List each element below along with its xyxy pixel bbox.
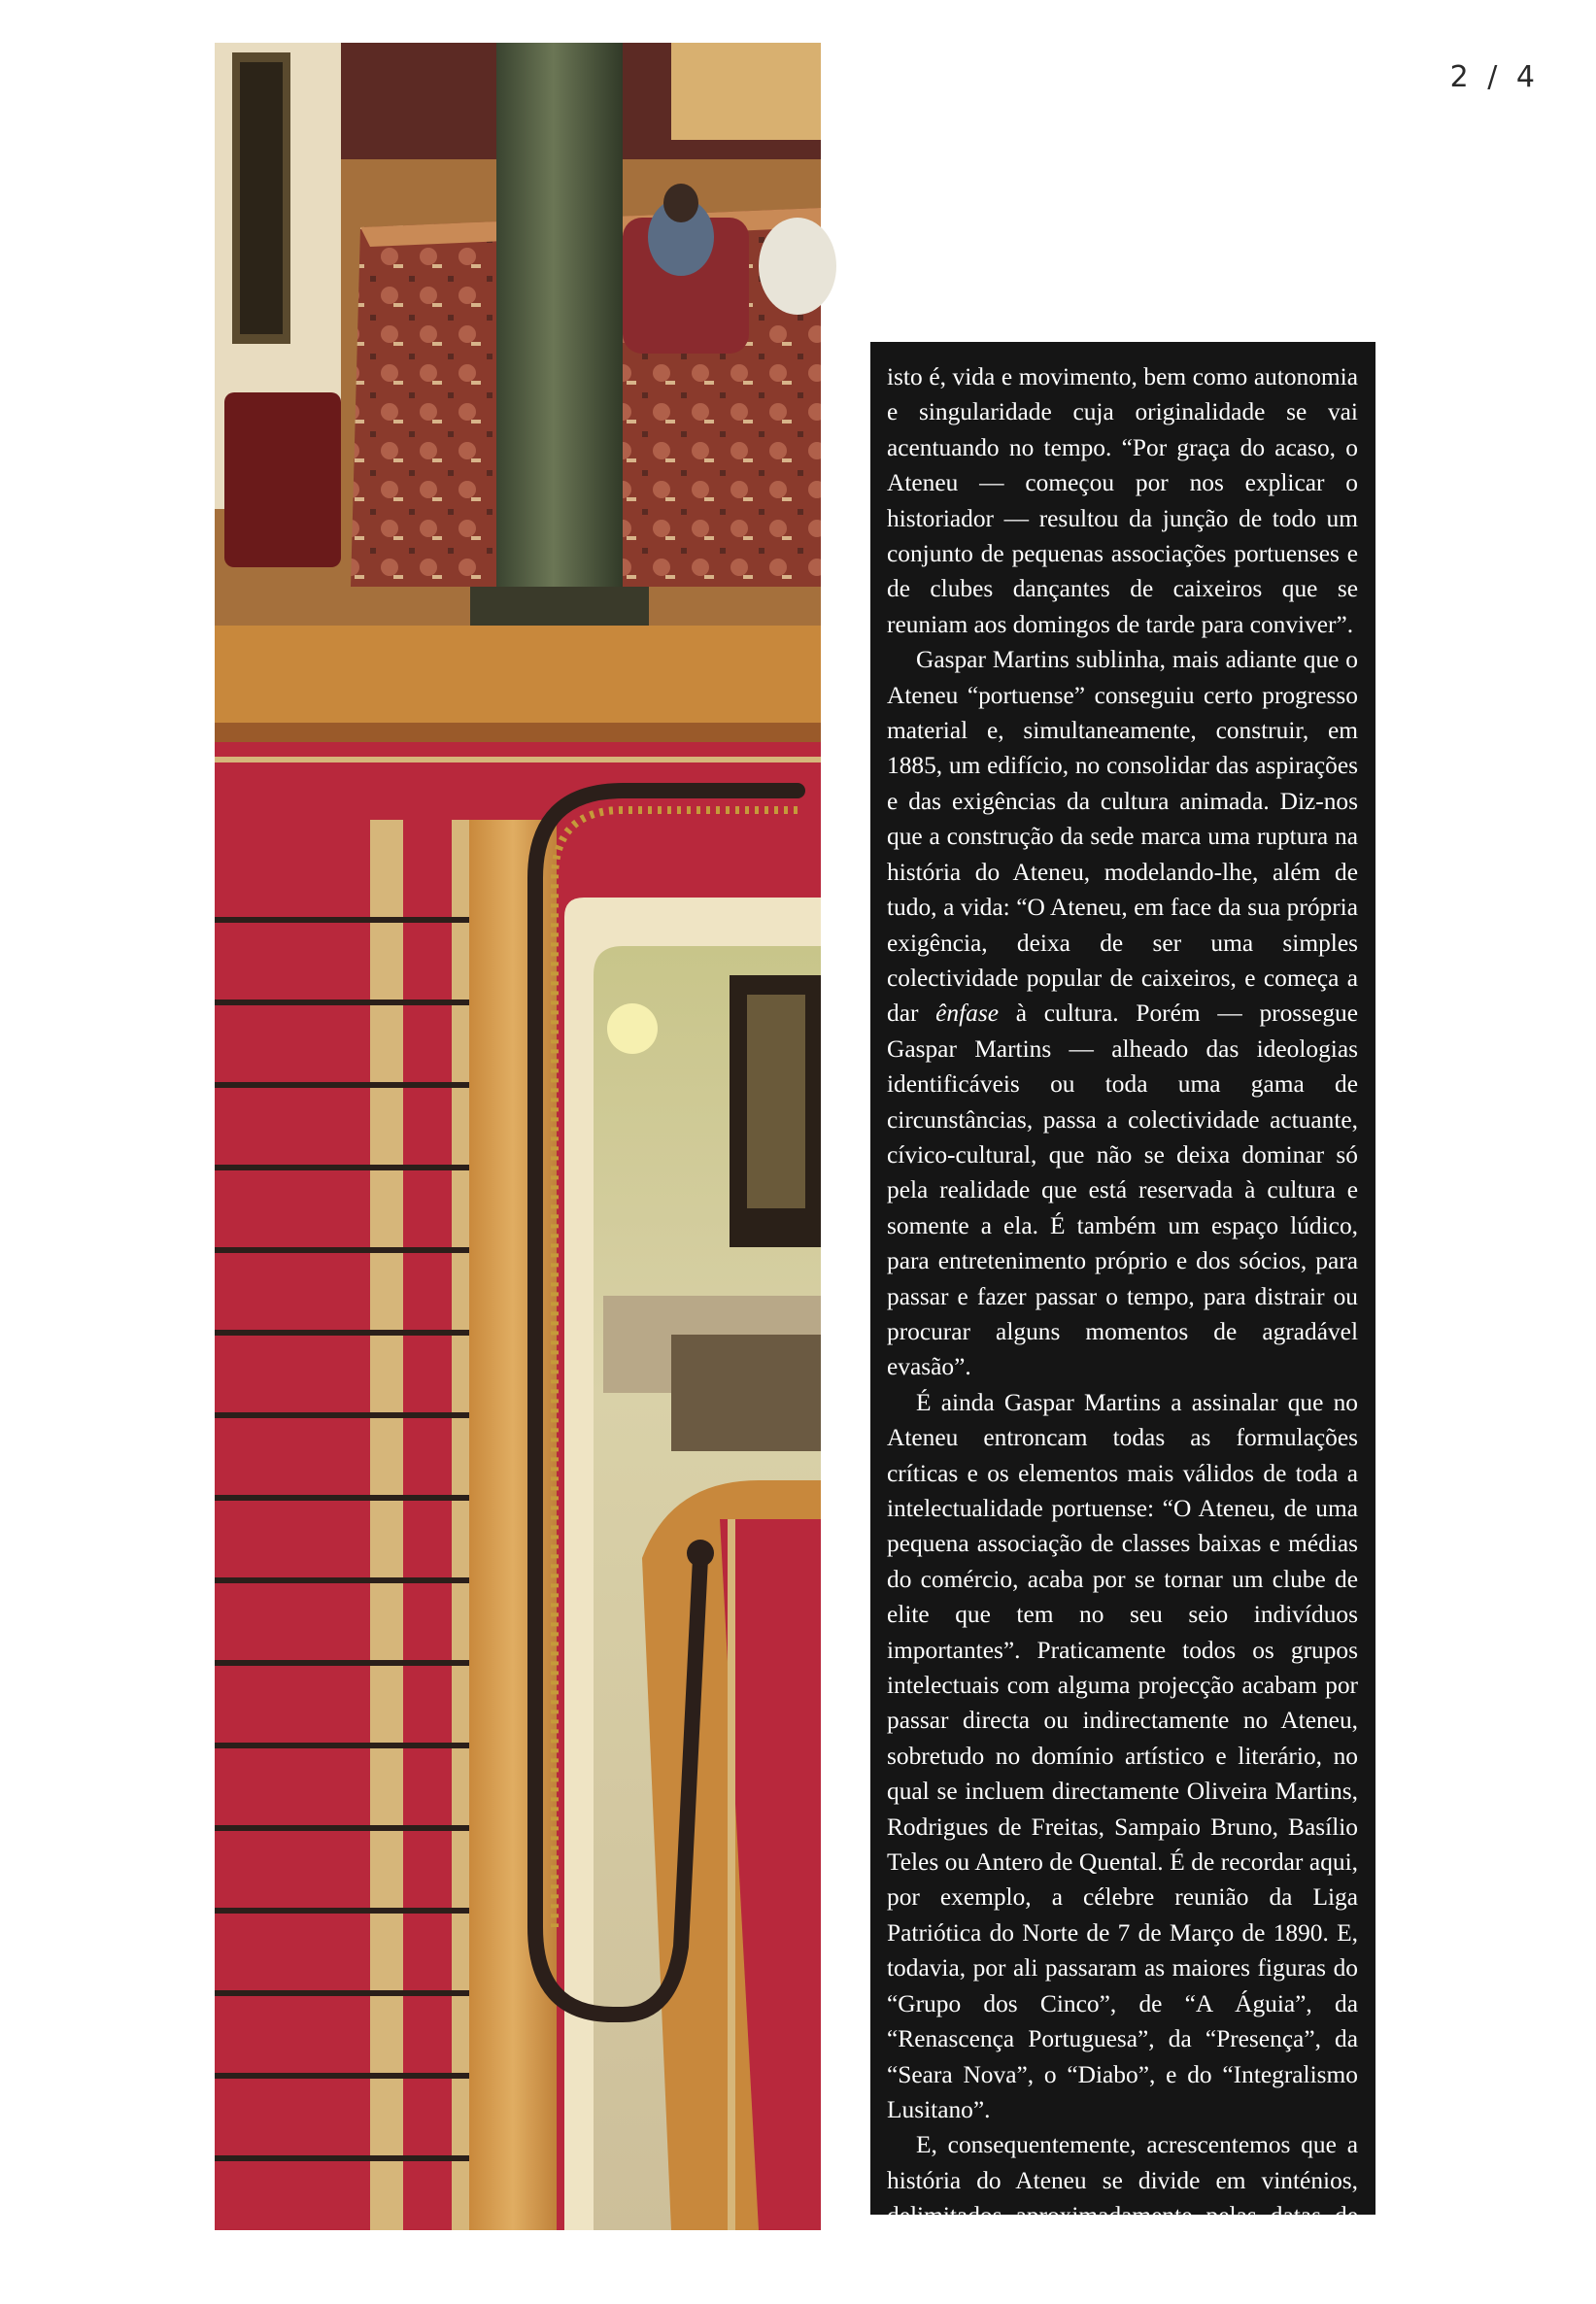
paragraph-2-after: à cultura. Porém — prossegue Gaspar Martins — alheado das ideologias identificáveis ou toda uma gama de circunstâncias, passa a colectividade actuante, cívico-cultural, que não se deixa dominar só pela realidade que está reservada à cultura e somente a ela. É também um espaço lúdico, para entretenimento próprio e dos sócios, para passar e fazer passar o tempo, para distrair ou procurar alguns momentos de agradável evasão”. [887, 1000, 1358, 1381]
page-number: 2 / 4 [1449, 60, 1540, 94]
paragraph-1: isto é, vida e movimento, bem como autonomia e singularidade cuja originalidade se vai acentuando no tempo. “Por graça do acaso, o Ateneu — começou por nos explicar o historiador — resultou da junção de todo um conjunto de pequenas associações portuenses e de clubes dançantes de caixeiros que se reuniam aos domingos de tarde para conviver”. [887, 363, 1358, 638]
staircase-photo [215, 43, 821, 2230]
paragraph-3: É ainda Gaspar Martins a assinalar que no Ateneu entroncam todas as formulações críticas e os elementos mais válidos de toda a intelectualidade portuense: “O Ateneu, de uma pequena associação de classes baixas e médias do comércio, acaba por se tornar um clube de elite que tem no seu seio indivíduos importantes”. Praticamente todos os grupos intelectuais com alguma projecção acabam por passar directa ou indirectamente no Ateneu, sobretudo no domínio artístico e literário, no qual se incluem directamente Oliveira Martins, Rodrigues de Freitas, Sampaio Bruno, Basílio Teles ou Antero de Quental. É de recordar aqui, por exemplo, a célebre reunião da Liga Patriótica do Norte de 7 de Março de 1890. E, todavia, por ali passaram as maiores figuras do “Grupo dos Cinco”, de “A Águia”, da “Renascença Portuguesa”, da “Presença”, da “Seara Nova”, o “Diabo”, e do “Integralismo Lusitano”. [887, 1388, 1358, 2123]
paragraph-2-before: Gaspar Martins sublinha, mais adiante que o Ateneu “portuense” conseguiu certo progresso material e, simultaneamente, construir, em 1885, um edifício, no consolidar das aspirações e das exigências da cultura animada. Diz-nos que a construção da sede marca uma ruptura na história do Ateneu, modelando-lhe, além de tudo, a vida: “O Ateneu, em face da sua própria exigência, deixa de ser uma simples colectividade popular de caixeiros, e começa a dar [887, 646, 1358, 1028]
article-text-column [870, 342, 1375, 2300]
paragraph-2 [887, 642, 1358, 1385]
paragraph-4: E, consequentemente, acrescentemos que a história do Ateneu se divide em vinténios, delimitados aproximadamente pelas datas de 1890, 1910, 1930, 1950, 1970, na conjuntura social [887, 2131, 1358, 2300]
paragraph-2-emphasis: ênfase [935, 1000, 1000, 1028]
